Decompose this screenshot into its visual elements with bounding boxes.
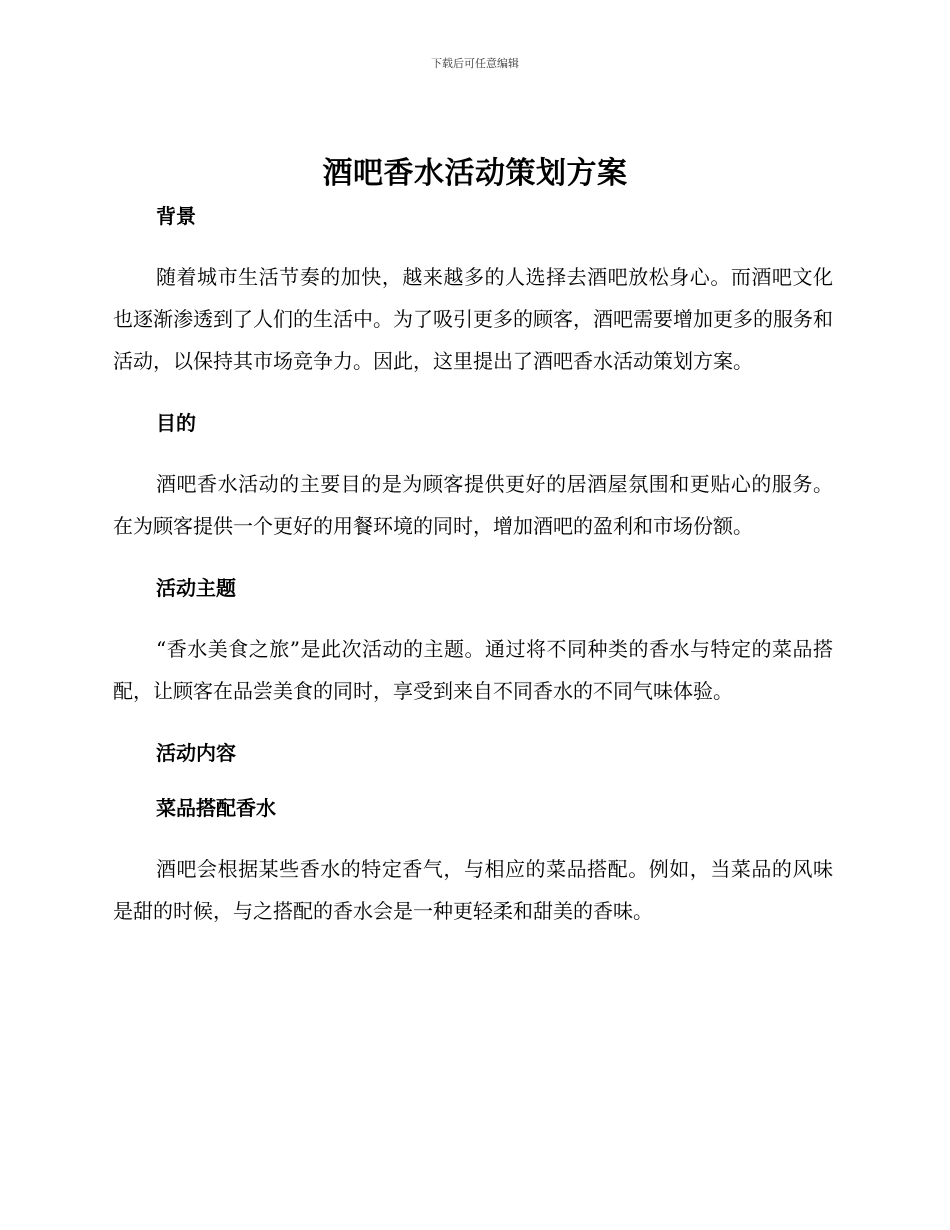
document-body <box>113 202 833 932</box>
document-title: 酒吧香水活动策划方案 <box>322 156 628 191</box>
section-paragraph-background: 随着城市生活节奏的加快，越来越多的人选择去酒吧放松身心。而酒吧文化也逐渐渗透到了人们的生活中。为了吸引更多的顾客，酒吧需要增加更多的服务和活动，以保持其市场竞争力。因此，这里提出了酒吧香水活动策划方案。 <box>113 265 833 373</box>
section-subheading-pairing: 菜品搭配香水 <box>156 796 276 820</box>
page-header-note: 下载后可任意编辑 <box>431 57 519 70</box>
section-heading-theme: 活动主题 <box>156 576 236 600</box>
section-heading-background: 背景 <box>156 204 196 228</box>
section-heading-purpose: 目的 <box>156 411 196 435</box>
section-paragraph-pairing: 酒吧会根据某些香水的特定香气，与相应的菜品搭配。例如，当菜品的风味是甜的时候，与之搭配的香水会是一种更轻柔和甜美的香味。 <box>113 857 833 923</box>
section-paragraph-theme: “香水美食之旅”是此次活动的主题。通过将不同种类的香水与特定的菜品搭配，让顾客在品尝美食的同时，享受到来自不同香水的不同气味体验。 <box>113 637 833 703</box>
section-paragraph-purpose: 酒吧香水活动的主要目的是为顾客提供更好的居酒屋氛围和更贴心的服务。在为顾客提供一个更好的用餐环境的同时，增加酒吧的盈利和市场份额。 <box>113 472 833 538</box>
section-heading-content: 活动内容 <box>156 741 236 765</box>
